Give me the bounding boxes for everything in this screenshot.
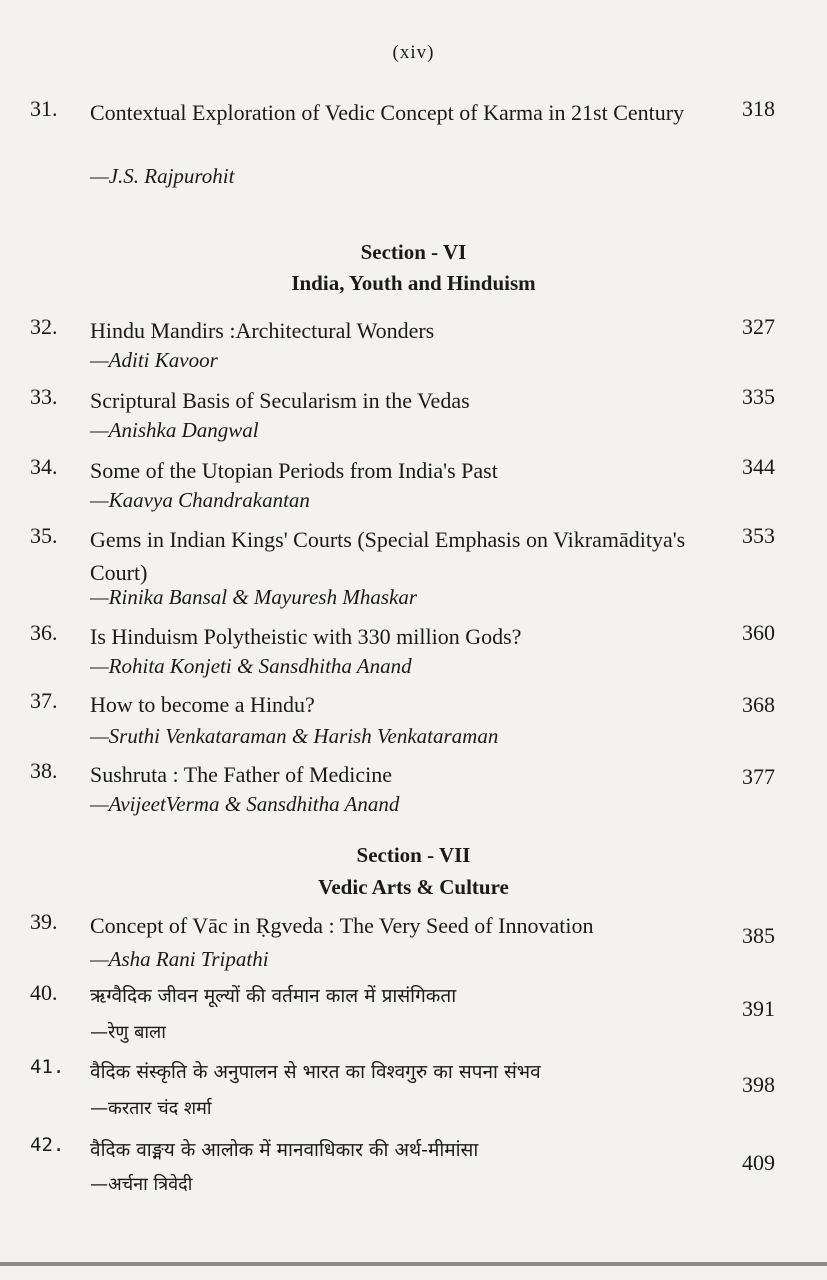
- entry-author: —Sruthi Venkataraman & Harish Venkataraman: [90, 724, 499, 748]
- entry-title: वैदिक संस्कृति के अनुपालन से भारत का विश्वगुरु का सपना संभव: [90, 1061, 541, 1083]
- entry-author: —J.S. Rajpurohit: [90, 164, 235, 188]
- section-7-subtitle: Vedic Arts & Culture: [318, 875, 509, 899]
- section-7-heading: Section - VII: [356, 843, 471, 867]
- entry-author: —Asha Rani Tripathi: [90, 947, 269, 971]
- section-6-subtitle: India, Youth and Hinduism: [291, 271, 536, 295]
- entry-number: 38.: [30, 758, 58, 783]
- entry-author: —अर्चना त्रिवेदी: [90, 1174, 193, 1195]
- entry-number: 41.: [30, 1056, 65, 1078]
- entry-title: Hindu Mandirs :Architectural Wonders: [90, 318, 435, 343]
- entry-title: वैदिक वाङ्मय के आलोक में मानवाधिकार की अर्थ-मीमांसा: [90, 1139, 479, 1161]
- page-edge-shadow: [0, 1262, 827, 1266]
- section-6-heading: Section - VI: [360, 240, 467, 264]
- entry-author: —Rohita Konjeti & Sansdhitha Anand: [90, 654, 412, 678]
- page-folio: (xiv): [392, 42, 435, 63]
- entry-page: 353: [742, 523, 775, 548]
- entry-title: Sushruta : The Father of Medicine: [90, 762, 393, 787]
- entry-title: Some of the Utopian Periods from India's Past: [90, 458, 498, 483]
- entry-number: 34.: [30, 454, 58, 479]
- entry-title: Gems in Indian Kings' Courts (Special Emphasis on Vikramāditya's Court): [90, 527, 686, 585]
- entry-author: —AvijeetVerma & Sansdhitha Anand: [90, 792, 400, 816]
- entry-author: —Rinika Bansal & Mayuresh Mhaskar: [90, 585, 418, 609]
- entry-page: 318: [742, 96, 775, 121]
- entry-author: —करतार चंद शर्मा: [90, 1098, 212, 1119]
- entry-page: 377: [742, 764, 775, 789]
- entry-number: 37.: [30, 688, 58, 713]
- entry-page: 398: [742, 1072, 775, 1097]
- entry-author: —Kaavya Chandrakantan: [90, 488, 310, 512]
- entry-title: Is Hinduism Polytheistic with 330 million Gods?: [90, 624, 522, 649]
- entry-number: 42.: [30, 1134, 65, 1156]
- entry-page: 327: [742, 314, 775, 339]
- entry-title: ऋग्वैदिक जीवन मूल्यों की वर्तमान काल में प्रासंगिकता: [90, 985, 457, 1007]
- entry-page: 385: [742, 923, 775, 948]
- entry-title: Scriptural Basis of Secularism in the Vedas: [90, 388, 470, 413]
- entry-page: 409: [742, 1150, 775, 1175]
- entry-page: 344: [742, 454, 775, 479]
- entry-author: —Aditi Kavoor: [90, 348, 218, 372]
- entry-number: 33.: [30, 384, 58, 409]
- entry-author: —रेणु बाला: [90, 1022, 166, 1043]
- entry-title: Concept of Vāc in Ṛgveda : The Very Seed of Innovation: [90, 913, 594, 938]
- entry-author: —Anishka Dangwal: [90, 418, 259, 442]
- entry-page: 360: [742, 620, 775, 645]
- entry-title: How to become a Hindu?: [90, 692, 315, 717]
- entry-page: 335: [742, 384, 775, 409]
- entry-number: 36.: [30, 620, 58, 645]
- entry-page: 368: [742, 692, 775, 717]
- entry-number: 39.: [30, 909, 58, 934]
- entry-number: 35.: [30, 523, 58, 548]
- entry-page: 391: [742, 996, 775, 1021]
- entry-title: Contextual Exploration of Vedic Concept of Karma in 21st Century: [90, 100, 685, 125]
- entry-number: 31.: [30, 96, 58, 121]
- entry-number: 40.: [30, 980, 58, 1005]
- entry-number: 32.: [30, 314, 58, 339]
